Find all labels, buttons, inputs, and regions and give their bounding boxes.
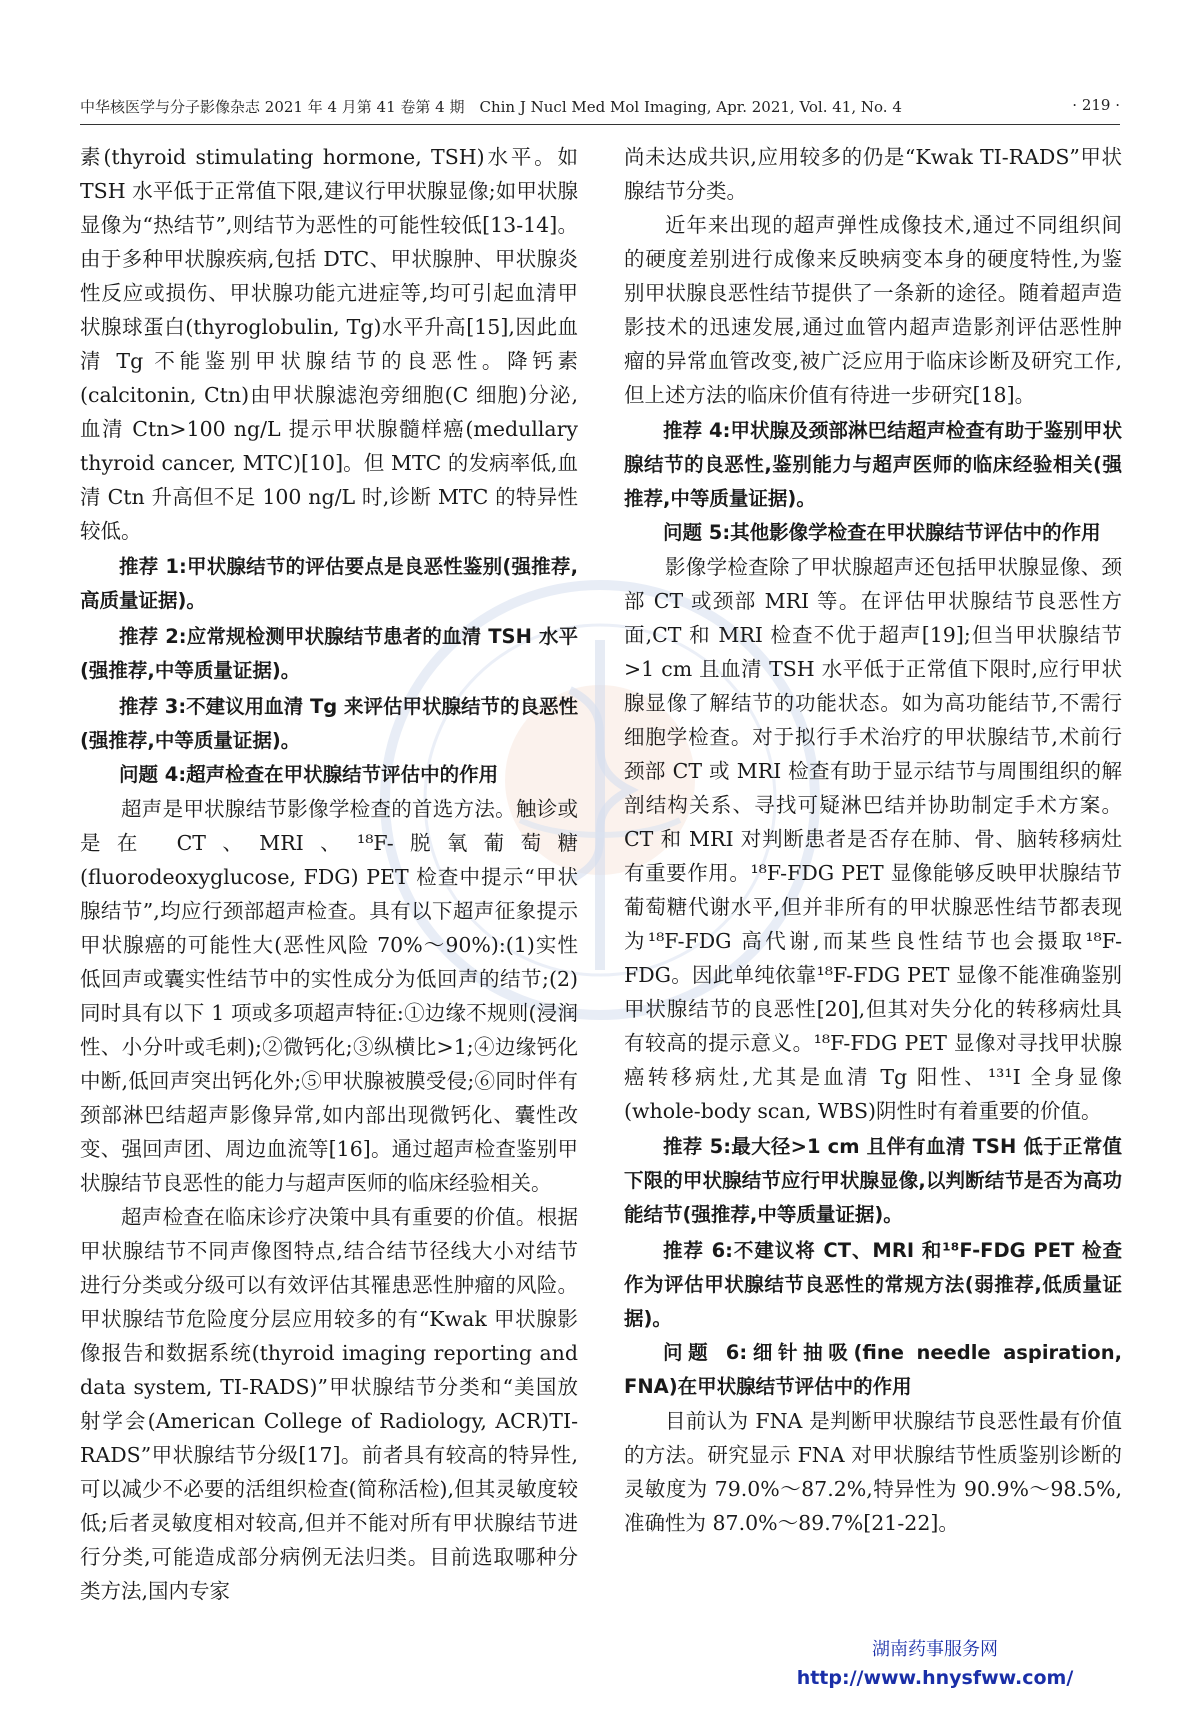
question-6-heading: 问题 6:细针抽吸(fine needle aspiration, FNA)在甲状腺结节评估中的作用 — [624, 1341, 1122, 1398]
paragraph-ti-rads: 超声检查在临床诊疗决策中具有重要的价值。根据甲状腺结节不同声像图特点,结合结节径线大小对结节进行分类或分级可以有效评估其罹患恶性肿瘤的风险。甲状腺结节危险度分层应用较多的有“Kwak 甲状腺影像报告和数据系统(thyroid imaging reporting and data system, TI-RADS)”甲状腺结节分类和“美国放射学会(American College of Radiology, ACR)TI-RADS”甲状腺结节分级[17]。前者具有较高的特异性,可以减少不必要的活组织检查(简称活检),但其灵敏度较低;后者灵敏度相对较高,但并不能对所有甲状腺结节进行分类,可能造成部分病例无法归类。目前选取哪种分类方法,国内专家 — [80, 1205, 578, 1603]
page-number: · 219 · — [1072, 96, 1120, 114]
header-divider — [80, 124, 1120, 125]
recommendation-3: 推荐 3:不建议用血清 Tg 来评估甲状腺结节的良恶性(强推荐,中等质量证据)。 — [80, 695, 578, 752]
paragraph-elastography: 近年来出现的超声弹性成像技术,通过不同组织间的硬度差别进行成像来反映病变本身的硬度特性,为鉴别甲状腺良恶性结节提供了一条新的途径。随着超声造影技术的迅速发展,通过血管内超声造影剂评估恶性肿瘤的异常血管改变,被广泛应用于临床诊断及研究工作,但上述方法的临床价值有待进一步研究[18]。 — [624, 213, 1122, 407]
paragraph-tsh-tg-ctn: 素(thyroid stimulating hormone, TSH)水平。如 TSH 水平低于正常值下限,建议行甲状腺显像;如甲状腺显像为“热结节”,则结节为恶性的可能性较低[13-14]。由于多种甲状腺疾病,包括 DTC、甲状腺肿、甲状腺炎性反应或损伤、甲状腺功能亢进症等,均可引起血清甲状腺球蛋白(thyroglobulin, Tg)水平升高[15],因此血清 Tg 不能鉴别甲状腺结节的良恶性。降钙素(calcitonin, Ctn)由甲状腺滤泡旁细胞(C 细胞)分泌,血清 Ctn>100 ng/L 提示甲状腺髓样癌(medullary thyroid cancer, MTC)[10]。但 MTC 的发病率低,血清 Ctn 升高但不足 100 ng/L 时,诊断 MTC 的特异性较低。 — [80, 145, 578, 543]
paragraph-kwak-continued: 尚未达成共识,应用较多的仍是“Kwak TI-RADS”甲状腺结节分类。 — [624, 145, 1122, 203]
recommendation-2: 推荐 2:应常规检测甲状腺结节患者的血清 TSH 水平(强推荐,中等质量证据)。 — [80, 625, 578, 682]
site-url-link[interactable]: http://www.hnysfww.com/ — [796, 1667, 1074, 1689]
recommendation-4: 推荐 4:甲状腺及颈部淋巴结超声检查有助于鉴别甲状腺结节的良恶性,鉴别能力与超声医师的临床经验相关(强推荐,中等质量证据)。 — [624, 419, 1122, 510]
question-5-heading: 问题 5:其他影像学检查在甲状腺结节评估中的作用 — [663, 521, 1101, 544]
journal-info: 中华核医学与分子影像杂志 2021 年 4 月第 41 卷第 4 期 Chin J Nucl Med Mol Imaging, Apr. 2021, Vol. 41, No. 4 — [80, 98, 902, 116]
left-column — [80, 140, 578, 1608]
right-column — [624, 140, 1122, 1540]
source-watermark-footer — [770, 1636, 1100, 1692]
running-header — [80, 96, 1120, 122]
paragraph-other-imaging: 影像学检查除了甲状腺超声还包括甲状腺显像、颈部 CT 或颈部 MRI 等。在评估甲状腺结节良恶性方面,CT 和 MRI 检查不优于超声[19];但当甲状腺结节>1 cm 且血清 TSH 水平低于正常值下限时,应行甲状腺显像了解结节的功能状态。如为高功能结节,不需行细胞学检查。对于拟行手术治疗的甲状腺结节,术前行颈部 CT 或 MRI 检查有助于显示结节与周围组织的解剖结构关系、寻找可疑淋巴结并协助制定手术方案。CT 和 MRI 对判断患者是否存在肺、骨、脑转移病灶有重要作用。¹⁸F-FDG PET 显像能够反映甲状腺结节葡萄糖代谢水平,但并非所有的甲状腺恶性结节都表现为¹⁸F-FDG 高代谢,而某些良性结节也会摄取¹⁸F-FDG。因此单纯依靠¹⁸F-FDG PET 显像不能准确鉴别甲状腺结节的良恶性[20],但其对失分化的转移病灶具有较高的提示意义。¹⁸F-FDG PET 显像对寻找甲状腺癌转移病灶,尤其是血清 Tg 阳性、¹³¹I 全身显像(whole-body scan, WBS)阴性时有着重要的价值。 — [624, 555, 1122, 1123]
recommendation-1: 推荐 1:甲状腺结节的评估要点是良恶性鉴别(强推荐,高质量证据)。 — [80, 555, 578, 612]
paragraph-fna: 目前认为 FNA 是判断甲状腺结节良恶性最有价值的方法。研究显示 FNA 对甲状腺结节性质鉴别诊断的灵敏度为 79.0%～87.2%,特异性为 90.9%～98.5%,准确性为 87.0%～89.7%[21-22]。 — [624, 1409, 1122, 1535]
recommendation-6: 推荐 6:不建议将 CT、MRI 和¹⁸F-FDG PET 检查作为评估甲状腺结节良恶性的常规方法(弱推荐,低质量证据)。 — [624, 1239, 1122, 1330]
recommendation-5: 推荐 5:最大径>1 cm 且伴有血清 TSH 低于正常值下限的甲状腺结节应行甲状腺显像,以判断结节是否为高功能结节(强推荐,中等质量证据)。 — [624, 1135, 1122, 1226]
site-name: 湖南药事服务网 — [872, 1639, 998, 1660]
paragraph-ultrasound: 超声是甲状腺结节影像学检查的首选方法。触诊或是在 CT、MRI、¹⁸F-脱氧葡萄糖(fluorodeoxyglucose, FDG) PET 检查中提示“甲状腺结节”,均应行颈部超声检查。具有以下超声征象提示甲状腺癌的可能性大(恶性风险 70%～90%):(1)实性低回声或囊实性结节中的实性成分为低回声的结节;(2)同时具有以下 1 项或多项超声特征:①边缘不规则(浸润性、小分叶或毛刺);②微钙化;③纵横比>1;④边缘钙化中断,低回声突出钙化外;⑤甲状腺被膜受侵;⑥同时伴有颈部淋巴结超声影像异常,如内部出现微钙化、囊性改变、强回声团、周边血流等[16]。通过超声检查鉴别甲状腺结节良恶性的能力与超声医师的临床经验相关。 — [80, 797, 578, 1195]
question-4-heading: 问题 4:超声检查在甲状腺结节评估中的作用 — [119, 763, 499, 786]
